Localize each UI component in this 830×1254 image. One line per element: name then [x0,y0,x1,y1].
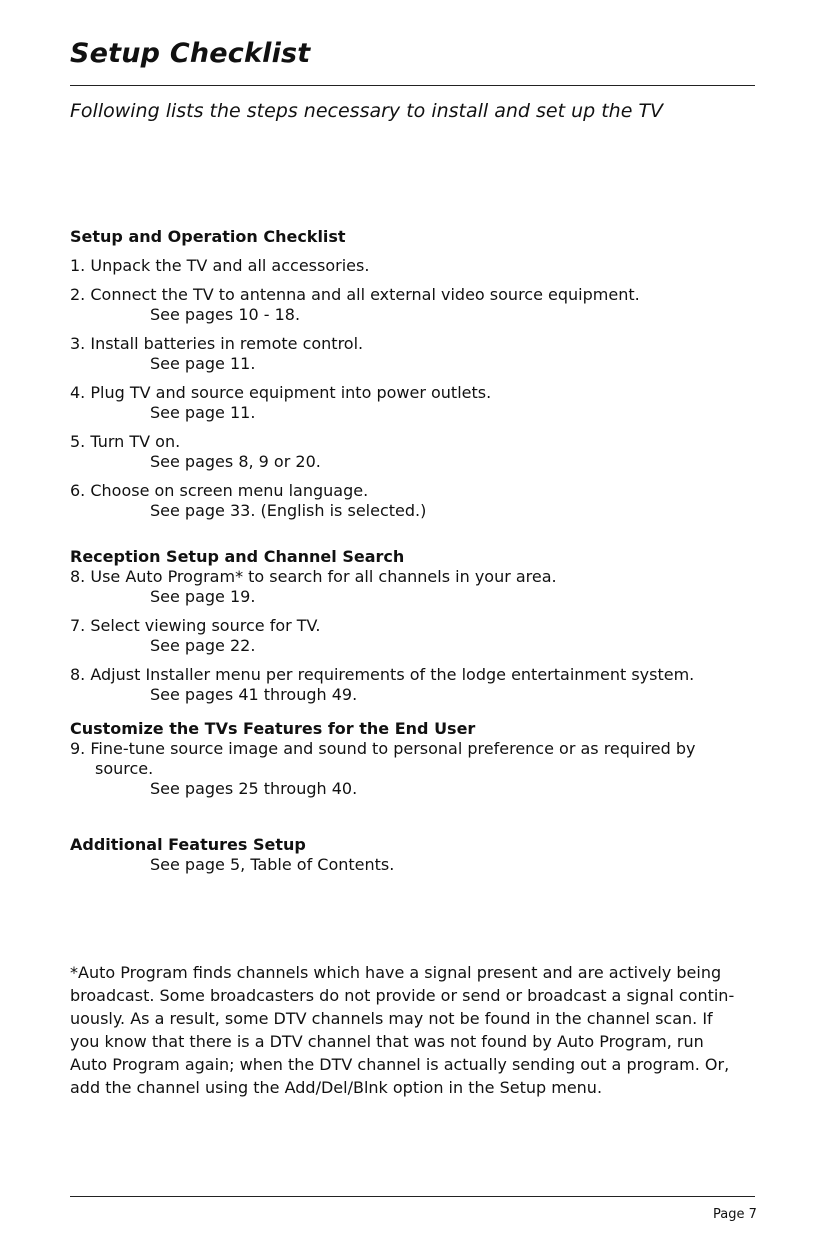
step-text: 4. Plug TV and source equipment into power outlets. [70,383,492,402]
step-text: 2. Connect the TV to antenna and all external video source equipment. [70,285,640,304]
footnote-line: *Auto Program finds channels which have a signal present and are actively being [70,963,722,982]
step-text: 9. Fine-tune source image and sound to personal preference or as required by [70,739,696,758]
footnote-line: add the channel using the Add/Del/Blnk option in the Setup menu. [70,1078,603,1097]
page-reference: See page 11. [150,403,256,422]
page-reference: See pages 8, 9 or 20. [150,452,321,471]
section-heading-reception: Reception Setup and Channel Search [70,547,405,566]
page-reference: See pages 25 through 40. [150,779,358,798]
section-heading-setup: Setup and Operation Checklist [70,227,346,246]
checklist-item [70,432,760,472]
checklist-item [70,334,760,374]
checklist-item [70,567,760,607]
checklist-item [70,285,760,325]
section-heading-customize: Customize the TVs Features for the End User [70,719,476,738]
checklist-item [70,256,760,276]
page-reference: See page 33. (English is selected.) [150,501,427,520]
step-text: 7. Select viewing source for TV. [70,616,321,635]
page-reference: See page 19. [150,587,256,606]
checklist-item [70,383,760,423]
step-text: 5. Turn TV on. [70,432,181,451]
checklist-item [70,739,760,799]
step-text: 6. Choose on screen menu language. [70,481,369,500]
page-reference: See page 11. [150,354,256,373]
page-number: Page 7 [713,1207,757,1222]
footnote-line: Auto Program again; when the DTV channel is actually sending out a program. Or, [70,1055,730,1074]
step-text-continued: source. [95,759,154,778]
step-text: 1. Unpack the TV and all accessories. [70,256,370,275]
checklist-item [70,616,760,656]
footnote-line: uously. As a result, some DTV channels may not be found in the channel scan. If [70,1009,713,1028]
footnote-line: broadcast. Some broadcasters do not provide or send or broadcast a signal contin- [70,986,735,1005]
header-rule [70,85,755,86]
checklist-item [70,665,760,705]
page-subtitle: Following lists the steps necessary to install and set up the TV [70,100,664,122]
footnote [70,961,760,1099]
step-text: 8. Adjust Installer menu per requirements of the lodge entertainment system. [70,665,695,684]
page-reference: See pages 41 through 49. [150,685,358,704]
page-reference: See pages 10 - 18. [150,305,301,324]
footnote-line: you know that there is a DTV channel that was not found by Auto Program, run [70,1032,704,1051]
footer-rule [70,1196,755,1197]
checklist-item [70,481,760,521]
step-text: 8. Use Auto Program* to search for all channels in your area. [70,567,557,586]
step-text: 3. Install batteries in remote control. [70,334,364,353]
page-reference: See page 22. [150,636,256,655]
page-reference: See page 5, Table of Contents. [150,855,395,874]
page-title: Setup Checklist [70,38,311,69]
section-heading-additional: Additional Features Setup [70,835,306,854]
checklist-body [70,227,760,875]
